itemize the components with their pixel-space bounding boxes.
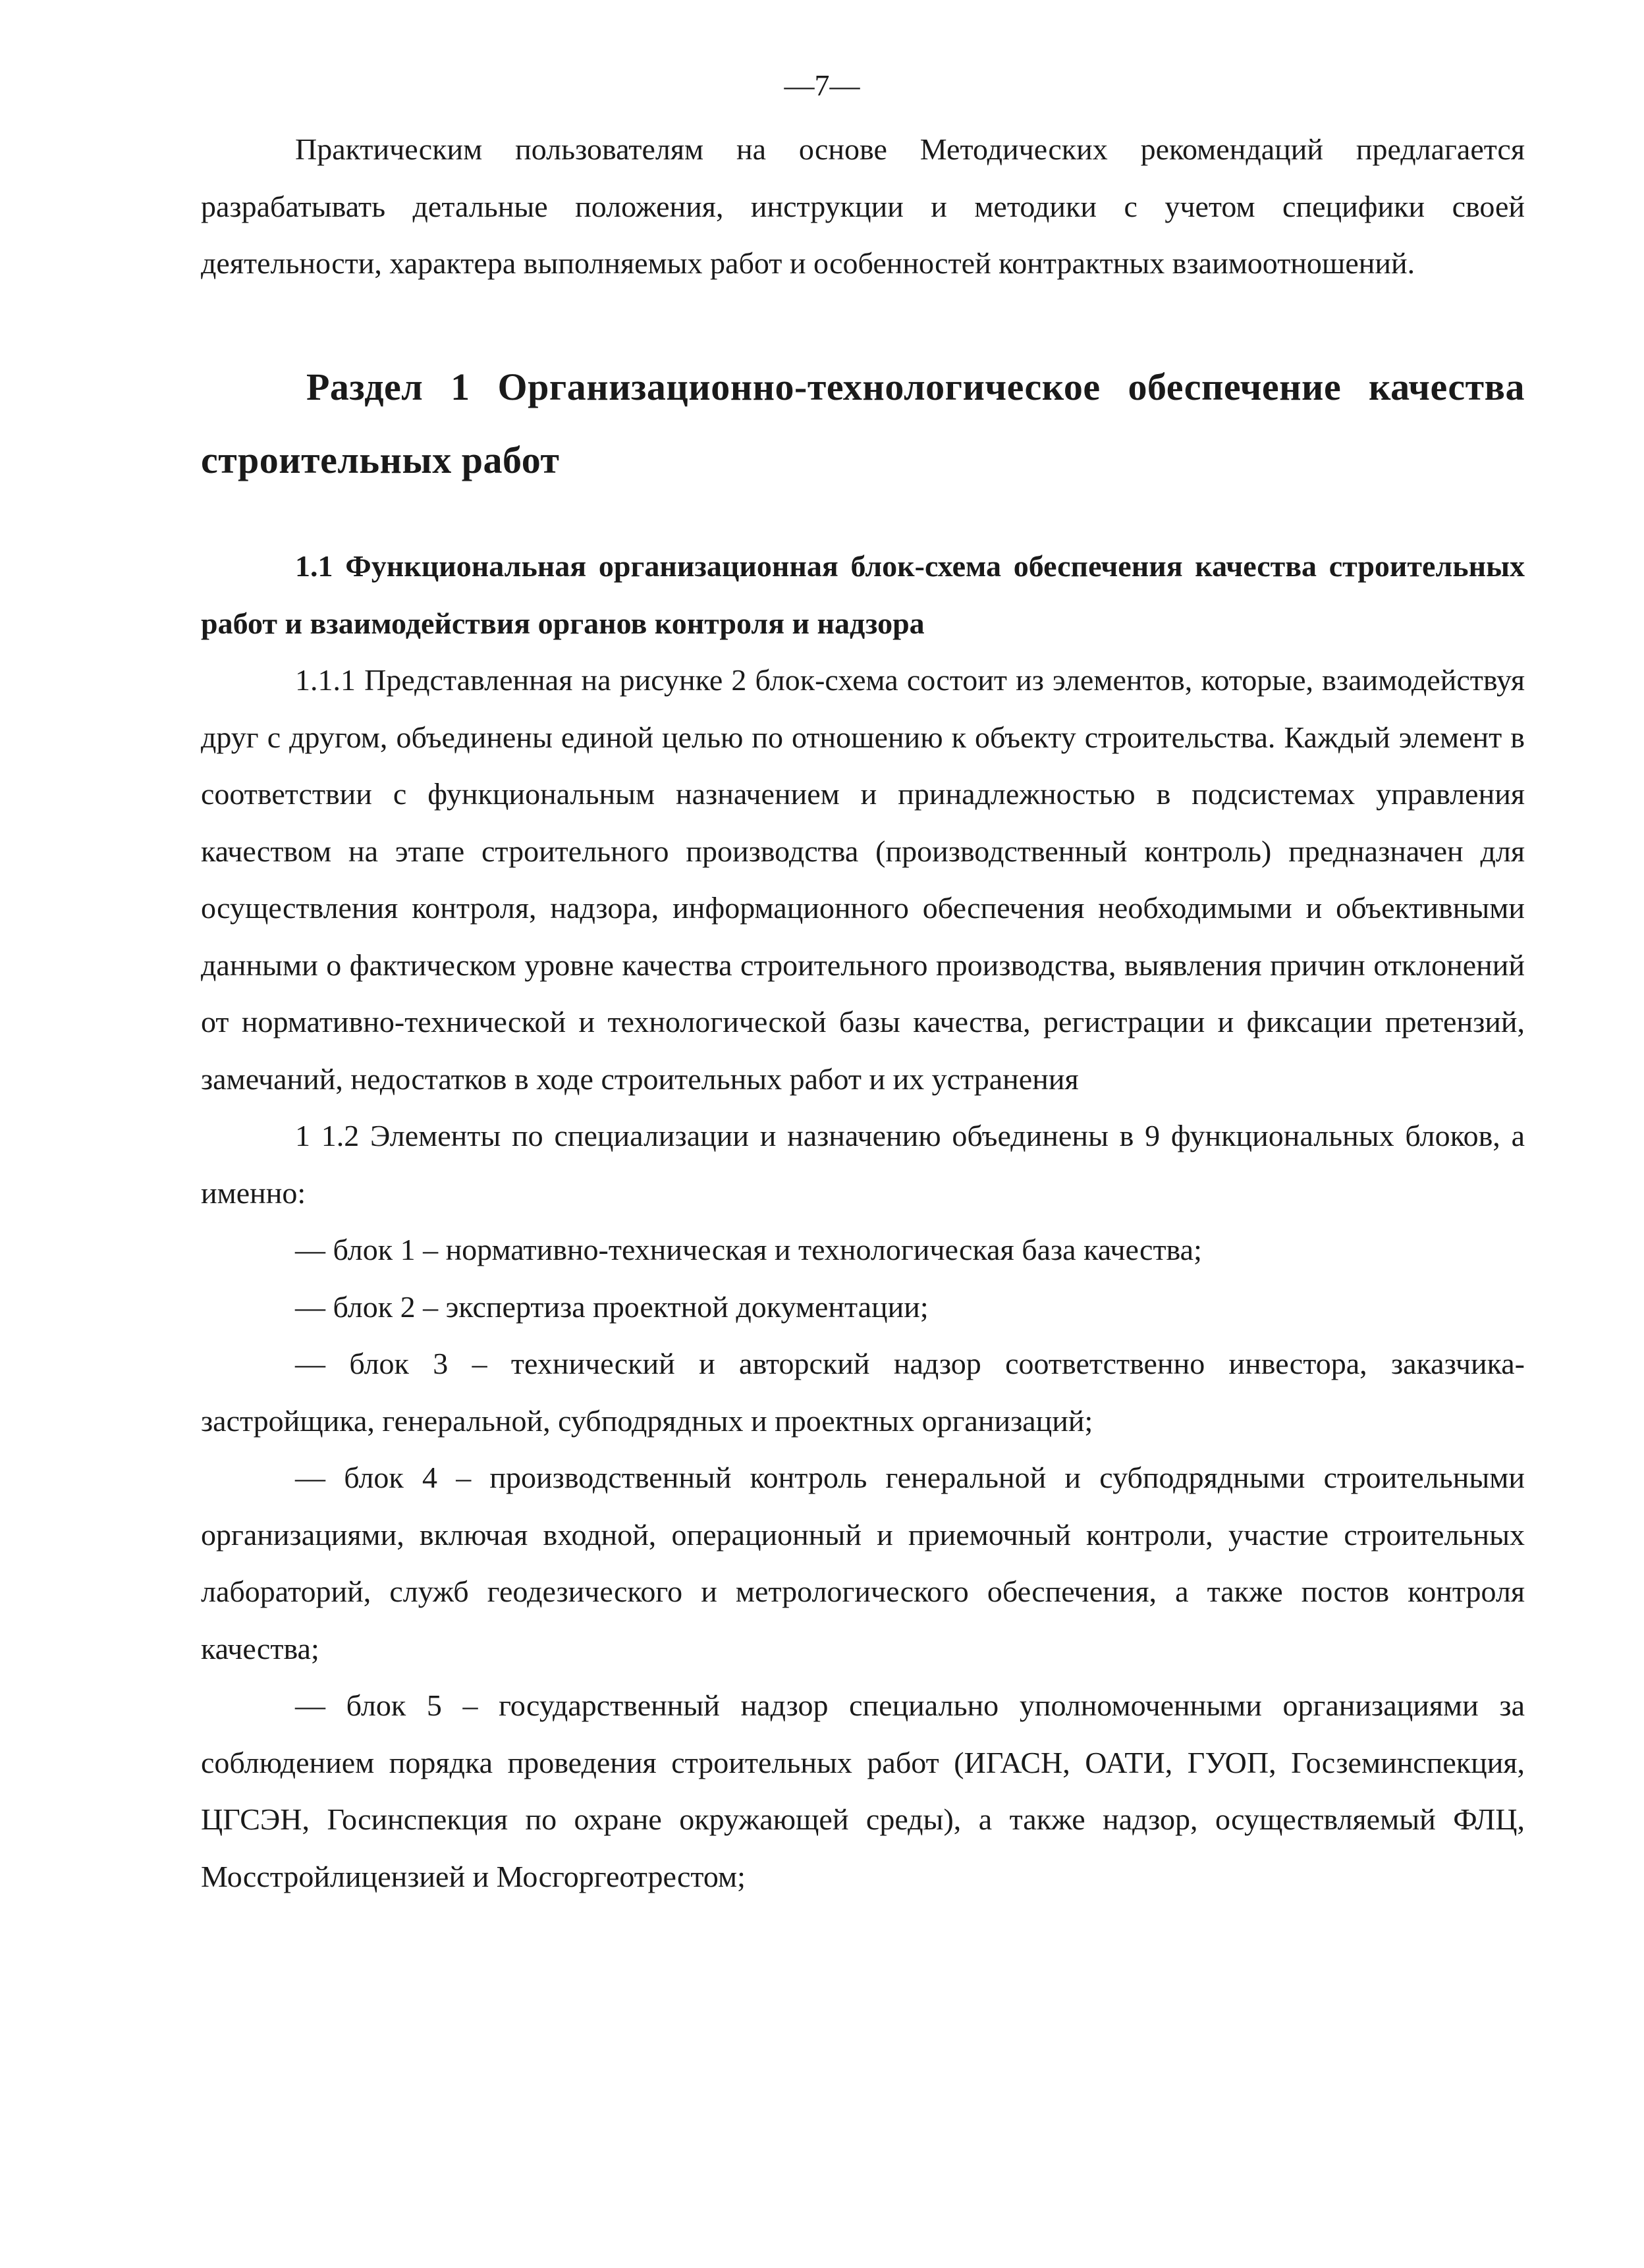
page-number: —7— (784, 68, 860, 102)
section-heading: Раздел 1 Организационно-технологическое обеспечение качества строительных работ (201, 365, 1525, 481)
intro-block (201, 121, 1525, 292)
list-item-block-5: — блок 5 – государственный надзор специально уполномоченными организациями за соблюдением порядка проведения строительных работ (ИГАСН, ОАТИ, ГУОП, Госземинспекция, ЦГСЭН, Госинспекция по охране окружающей среды), а также надзор, осуществляемый ФЛЦ, Мосстройлицензией и Мосгоргеотрестом; (201, 1688, 1525, 1893)
list-item-block-1: — блок 1 – нормативно-техническая и технологическая база качества; (295, 1233, 1202, 1266)
subsection-heading: 1.1 Функциональная организационная блок-схема обеспечения качества строительных работ и взаимодействия органов контроля и надзора (201, 549, 1525, 640)
list-item-block-3: — блок 3 – технический и авторский надзор соответственно инвестора, заказчика-застройщика, генеральной, субподрядных и проектных организаций; (201, 1347, 1525, 1438)
list-item-block-2: — блок 2 – экспертиза проектной документации; (295, 1289, 929, 1324)
paragraph-1-1-1: 1.1.1 Представленная на рисунке 2 блок-схема состоит из элементов, которые, взаимодействуя друг с другом, объединены единой целью по отношению к объекту строительства. Каждый элемент в соответствии с функциональным назначением и принадлежностью в подсистемах управления качеством на этапе строительного производства (производственный контроль) предназначен для осуществления контроля, надзора, информационного обеспечения необходимыми и объективными данными о фактическом уровне качества строительного производства, выявления причин отклонений от нормативно-технической и технологической базы качества, регистрации и фиксации претензий, замечаний, недостатков в ходе строительных работ и их устранения (201, 663, 1525, 1096)
intro-paragraph: Практическим пользователям на основе Методических рекомендаций предлагается разрабатывать детальные положения, инструкции и методики с учетом специфики своей деятельности, характера выполняемых работ и особенностей контрактных взаимоотношений. (201, 132, 1525, 280)
paragraph-1-1-2: 1 1.2 Элементы по специализации и назначению объединены в 9 функциональных блоков, а именно: (201, 1119, 1525, 1210)
list-item-block-4: — блок 4 – производственный контроль генеральной и субподрядными строительными организациями, включая входной, операционный и приемочный контроли, участие строительных лабораторий, служб геодезического и метрологического обеспечения, а также постов контроля качества; (201, 1461, 1525, 1665)
body-text (201, 652, 1525, 1905)
